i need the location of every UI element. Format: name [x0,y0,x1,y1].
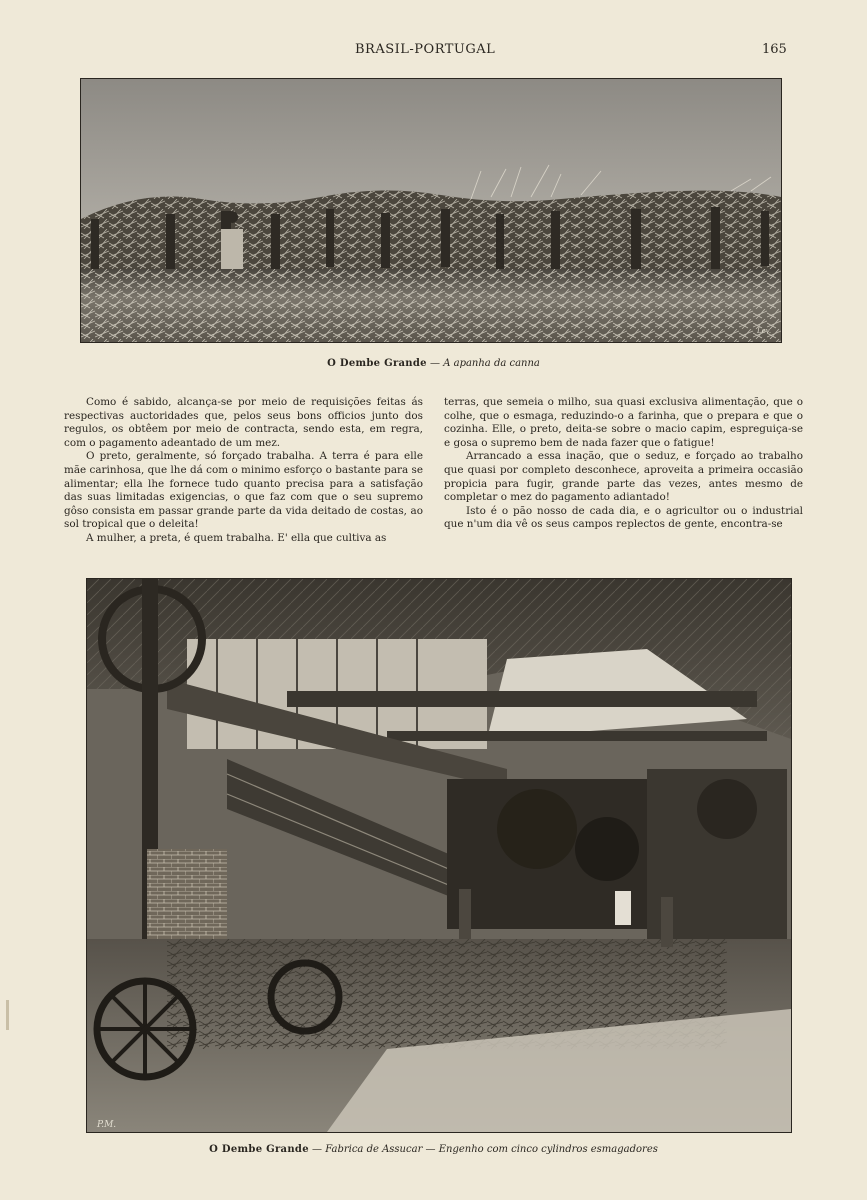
caption-bottom-separator: — [308,1144,326,1155]
running-title: BRASIL-PORTUGAL [355,42,496,57]
margin-binding-mark [6,1000,9,1030]
caption-bottom [0,1144,867,1155]
text-column-left [64,396,423,546]
caption-top [0,358,867,369]
page-header [0,42,867,62]
text-column-right [444,396,803,532]
paragraph: Arrancado a essa inação, que o seduz, e forçado ao trabalho que quasi por completo desconhece, aproveita a primeira occasião propicia para fugir, grande parte das vezes, antes mesmo de completar o mez do pagamento adiantado! [444,450,803,504]
caption-top-place: O Dembe Grande [327,358,427,369]
paragraph: O preto, geralmente, só forçado trabalha. A terra é para elle mãe carinhosa, que lhe dá com o minimo esforço o bastante para se alimentar; ella lhe fornece tudo quanto precisa para a satisfação das suas limitadas exigencias, o que faz com que o seu supremo gôso consista em passar grande parte da vida deitado de costas, ao sol tropical que o deleita! [64,450,423,531]
caption-top-description: A apanha da canna [443,358,540,369]
photo-sugar-factory [86,578,792,1133]
paragraph: Como é sabido, alcança-se por meio de requisições feitas ás respectivas auctoridades que, pelos seus bons officios junto dos regulos, os obtêem por meio de contracta, sendo esta, em regra, com o pagamento adeantado de um mez. [64,396,423,449]
paragraph: A mulher, a preta, é quem trabalha. E' ella que cultiva as [86,531,387,544]
caption-bottom-description: Fabrica de Assucar — Engenho com cinco cylindros esmagadores [325,1144,658,1155]
page-number: 165 [762,42,787,57]
photo-signature-top: Lev. [757,327,772,335]
paragraph: terras, que semeia o milho, sua quasi exclusiva alimentação, que o colhe, que o esmaga, reduzindo-o a farinha, que o prepara e que o cozinha. Elle, o preto, deita-se sobre o macio capim, espreguiça-se e gosa o supremo bem de nada fazer que o fatigue! [444,396,803,449]
photo-cane-harvest [80,78,782,343]
photo-signature-bottom: P.M. [97,1120,117,1130]
caption-bottom-place: O Dembe Grande [209,1144,309,1155]
caption-top-separator: — [426,358,444,369]
paragraph: Isto é o pão nosso de cada dia, e o agricultor ou o industrial que n'um dia vê os seus campos replectos de gente, encontra-se [444,504,803,531]
